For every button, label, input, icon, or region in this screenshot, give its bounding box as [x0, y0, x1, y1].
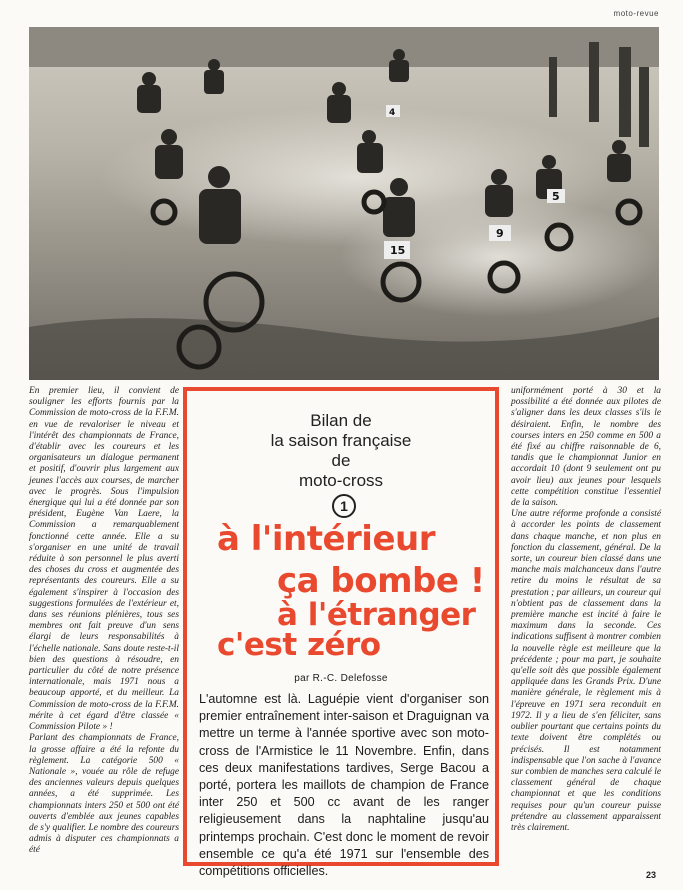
magazine-header: moto-revue [613, 9, 659, 18]
bib-number: 4 [389, 108, 396, 118]
body-paragraph: uniformément porté à 30 et la possibilité a été donnée aux pilotes de s'aligner dans les deux classes s'ils le désiraient. Enfin, le nombre des courses inters en 250 comme en 500 a été fixé au chiffre raisonnable de 6, tandis que le championnat Junior en accordait 10 (dont 9 seulement ont pu avoir lieu) aux jeunes pour lesquels cette compétition constitue l'essentiel de la saison. [511, 386, 661, 509]
body-paragraph: Une autre réforme profonde a consisté à accorder les points de classement dans chaque manche, et non plus en fonction du classement, général. De la sorte, un coureur bien classé dans une manche mais malchanceux dans l'autre retire du moins le résultat de sa prestation ; par ailleurs, un coureur qui n'obtient pas de classement dans la première manche est incité à faire le maximum dans la seconde. Ces indications suffisent à montrer combien la nouvelle règle est meilleure que la précédente ; pour ma part, je souhaite qu'elle soit dès que possible également appliquée dans les Grands Prix. D'une manière générale, le règlement mis à l'épreuve en 1971 sera reconduit en 1972. Il y a lieu de s'en féliciter, sans oublier pourtant que certains points du texte doivent être complétés ou précisés. Il est notamment indispensable que l'on sache à l'avance sur combien de manches sera calculé le classement général de chaque championnat et que les conditions requises pour qu'un coureur puisse prétendre au classement apparaissent très clairement. [511, 509, 661, 833]
motocross-photo [29, 27, 659, 380]
intro-paragraph: L'automne est là. Laguépie vient d'organiser son premier entraînement inter-saison et Draguignan va mettre un terme à l'année sportive avec son moto-cross de l'Armistice le 11 Novembre. Enfin, dans ces deux manifestations tardives, Serge Bacou a porté, portera les maillots de champion de France inter 250 et 500 cc avant de les ranger religieusement dans la naphtaline jusqu'au printemps prochain. C'est donc le moment de revoir ensemble ce qu'a été 1971 sur l'ensemble des compétitions officielles. [199, 692, 489, 879]
motocross-photo-illustration [29, 27, 659, 380]
headline-line: c'est zéro [217, 627, 381, 663]
headline-line: à l'étranger [277, 597, 476, 633]
feature-box [183, 387, 499, 879]
bib-number: 9 [496, 227, 504, 240]
byline: par R.-C. Delefosse [294, 673, 388, 684]
left-text-column [29, 386, 179, 857]
right-text-column [511, 386, 661, 834]
kicker-line: de [331, 451, 351, 470]
bib-number: 15 [390, 244, 406, 257]
kicker-line: Bilan de [310, 411, 372, 430]
kicker [187, 411, 495, 491]
body-paragraph: En premier lieu, il convient de souligner les efforts fournis par la Commission de moto-cross de la F.F.M. en vue de revaloriser le niveau et l'intérêt des championnats de France, d'établir avec les coureurs et les organisateurs un dialogue permanent et positif, d'ouvrir plus largement aux jeunes l'accès aux courses, de marcher avec le progrès. Sous l'impulsion énergique qui lui a été donnée par son président, Eugène Van Laere, la Commission a remarquablement fonctionné cette année. Elle a su s'organiser en une unité de travail réduite à son personnel le plus averti des choses du cross et augmentée des représentants des coureurs. Elle a su également s'inspirer à l'occasion des suggestions formulées de l'extérieur et, dans ses réunions plénières, tous ses membres ont fait preuve d'un sens élargi de leurs responsabilités à l'échelle nationale. Sans doute reste-t-il bien des questions à résoudre, en particulier du côté de notre présence internationale, mais 1971 nous a beaucoup apporté, et du meilleur. La Commission de moto-cross de la F.F.M. mérite à cet égard d'être classée « Commission Pilote » ! [29, 386, 179, 733]
kicker-line: moto-cross [298, 471, 384, 490]
bib-number: 5 [552, 190, 560, 203]
page-number: 23 [645, 870, 656, 880]
kicker-line: la saison française [270, 431, 412, 450]
part-number-badge: 1 [332, 494, 356, 518]
headline-line: ça bombe ! [277, 561, 485, 601]
headline-line: à l'intérieur [217, 519, 435, 559]
body-paragraph: Parlant des championnats de France, la grosse affaire a été la refonte du règlement. La catégorie 500 « Nationale », vouée au rôle de refuge des anciennes valeurs depuis quelques années, a été supprimée. Les championnats inters 250 et 500 ont été ouverts d'emblée aux jeunes capables de s'y qualifier. Le nombre des coureurs admis à disputer ces championnats a été [29, 733, 179, 856]
